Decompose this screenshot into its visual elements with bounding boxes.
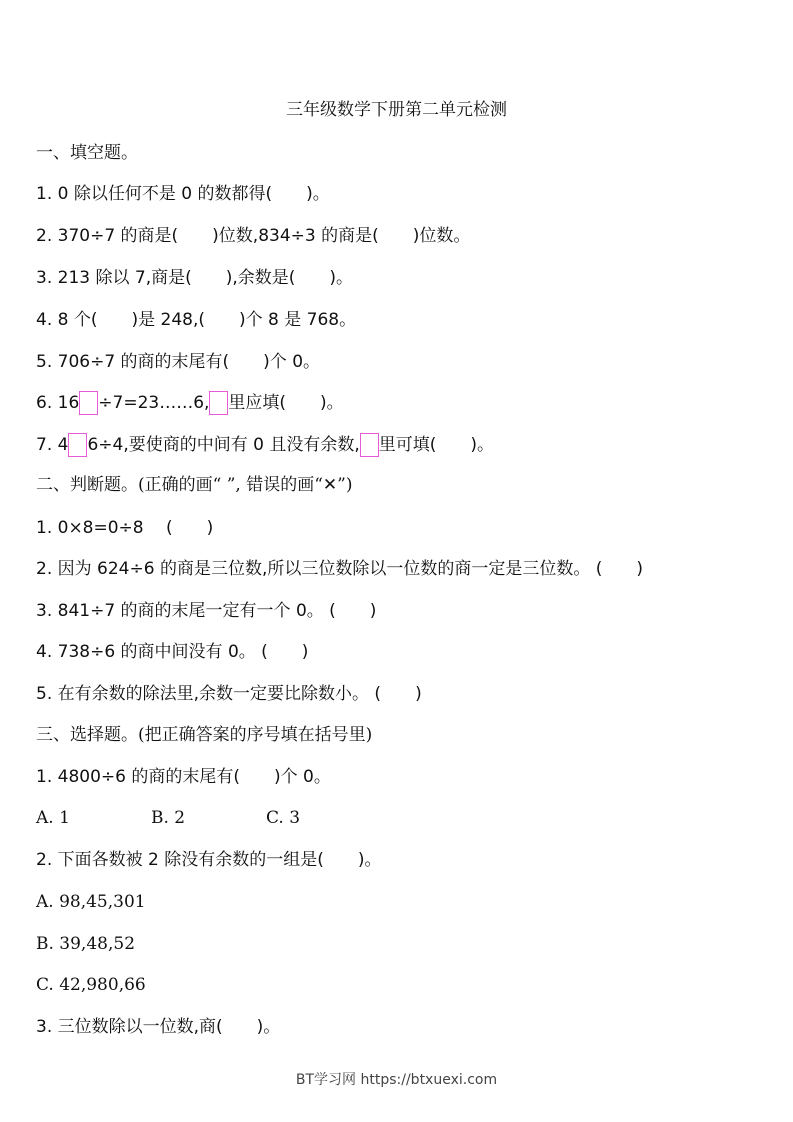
- choice-question-2-option-c: C. 42,980,66: [36, 975, 146, 995]
- footer-watermark: BT学习网 https://btxuexi.com: [295, 1072, 498, 1088]
- fill-question-7-part-c: 里可填( )。: [378, 435, 495, 455]
- fill-question-6: [36, 391, 344, 415]
- choice-question-1-options: [36, 806, 300, 830]
- judge-question-3: 3. 841÷7 的商的末尾一定有一个 0。 ( ): [36, 601, 377, 621]
- fill-question-7-part-a: 7. 4: [36, 435, 69, 455]
- fill-question-6-part-b: ÷7=23……6,: [98, 393, 210, 413]
- fill-question-7-part-b: 6÷4,要使商的中间有 0 且没有余数,: [87, 435, 360, 455]
- blank-box: [68, 433, 87, 457]
- section-true-false-heading: 二、判断题。(正确的画“ ”, 错误的画“✕”): [36, 475, 353, 495]
- fill-question-2: 2. 370÷7 的商是( )位数,834÷3 的商是( )位数。: [36, 226, 471, 246]
- fill-question-1: 1. 0 除以任何不是 0 的数都得( )。: [36, 184, 330, 204]
- fill-question-3: 3. 213 除以 7,商是( ),余数是( )。: [36, 268, 354, 288]
- choice-question-2-option-b: B. 39,48,52: [36, 934, 136, 954]
- section-fill-blank-heading: 一、填空题。: [36, 143, 138, 163]
- fill-question-6-part-a: 6. 16: [36, 393, 80, 413]
- choice-question-2: 2. 下面各数被 2 除没有余数的一组是( )。: [36, 850, 382, 870]
- option-a: A. 1: [36, 808, 70, 828]
- judge-question-1: 1. 0×8=0÷8 ( ): [36, 518, 214, 538]
- judge-question-5: 5. 在有余数的除法里,余数一定要比除数小。 ( ): [36, 684, 422, 704]
- choice-question-2-option-a: A. 98,45,301: [36, 892, 146, 912]
- judge-question-4: 4. 738÷6 的商中间没有 0。 ( ): [36, 642, 309, 662]
- choice-question-1: 1. 4800÷6 的商的末尾有( )个 0。: [36, 767, 331, 787]
- fill-question-4: 4. 8 个( )是 248,( )个 8 是 768。: [36, 310, 357, 330]
- section-choice-heading: 三、选择题。(把正确答案的序号填在括号里): [36, 725, 373, 745]
- blank-box: [360, 433, 379, 457]
- fill-question-6-part-c: 里应填( )。: [228, 393, 344, 413]
- blank-box: [209, 391, 228, 415]
- blank-box: [79, 391, 98, 415]
- fill-question-7: [36, 433, 494, 457]
- choice-question-3: 3. 三位数除以一位数,商( )。: [36, 1017, 281, 1037]
- fill-question-5: 5. 706÷7 的商的末尾有( )个 0。: [36, 352, 321, 372]
- option-c: C. 3: [266, 808, 301, 828]
- option-b: B. 2: [151, 808, 186, 828]
- judge-question-2: 2. 因为 624÷6 的商是三位数,所以三位数除以一位数的商一定是三位数。 ( ): [36, 559, 644, 579]
- document-title: 三年级数学下册第二单元检测: [286, 100, 507, 120]
